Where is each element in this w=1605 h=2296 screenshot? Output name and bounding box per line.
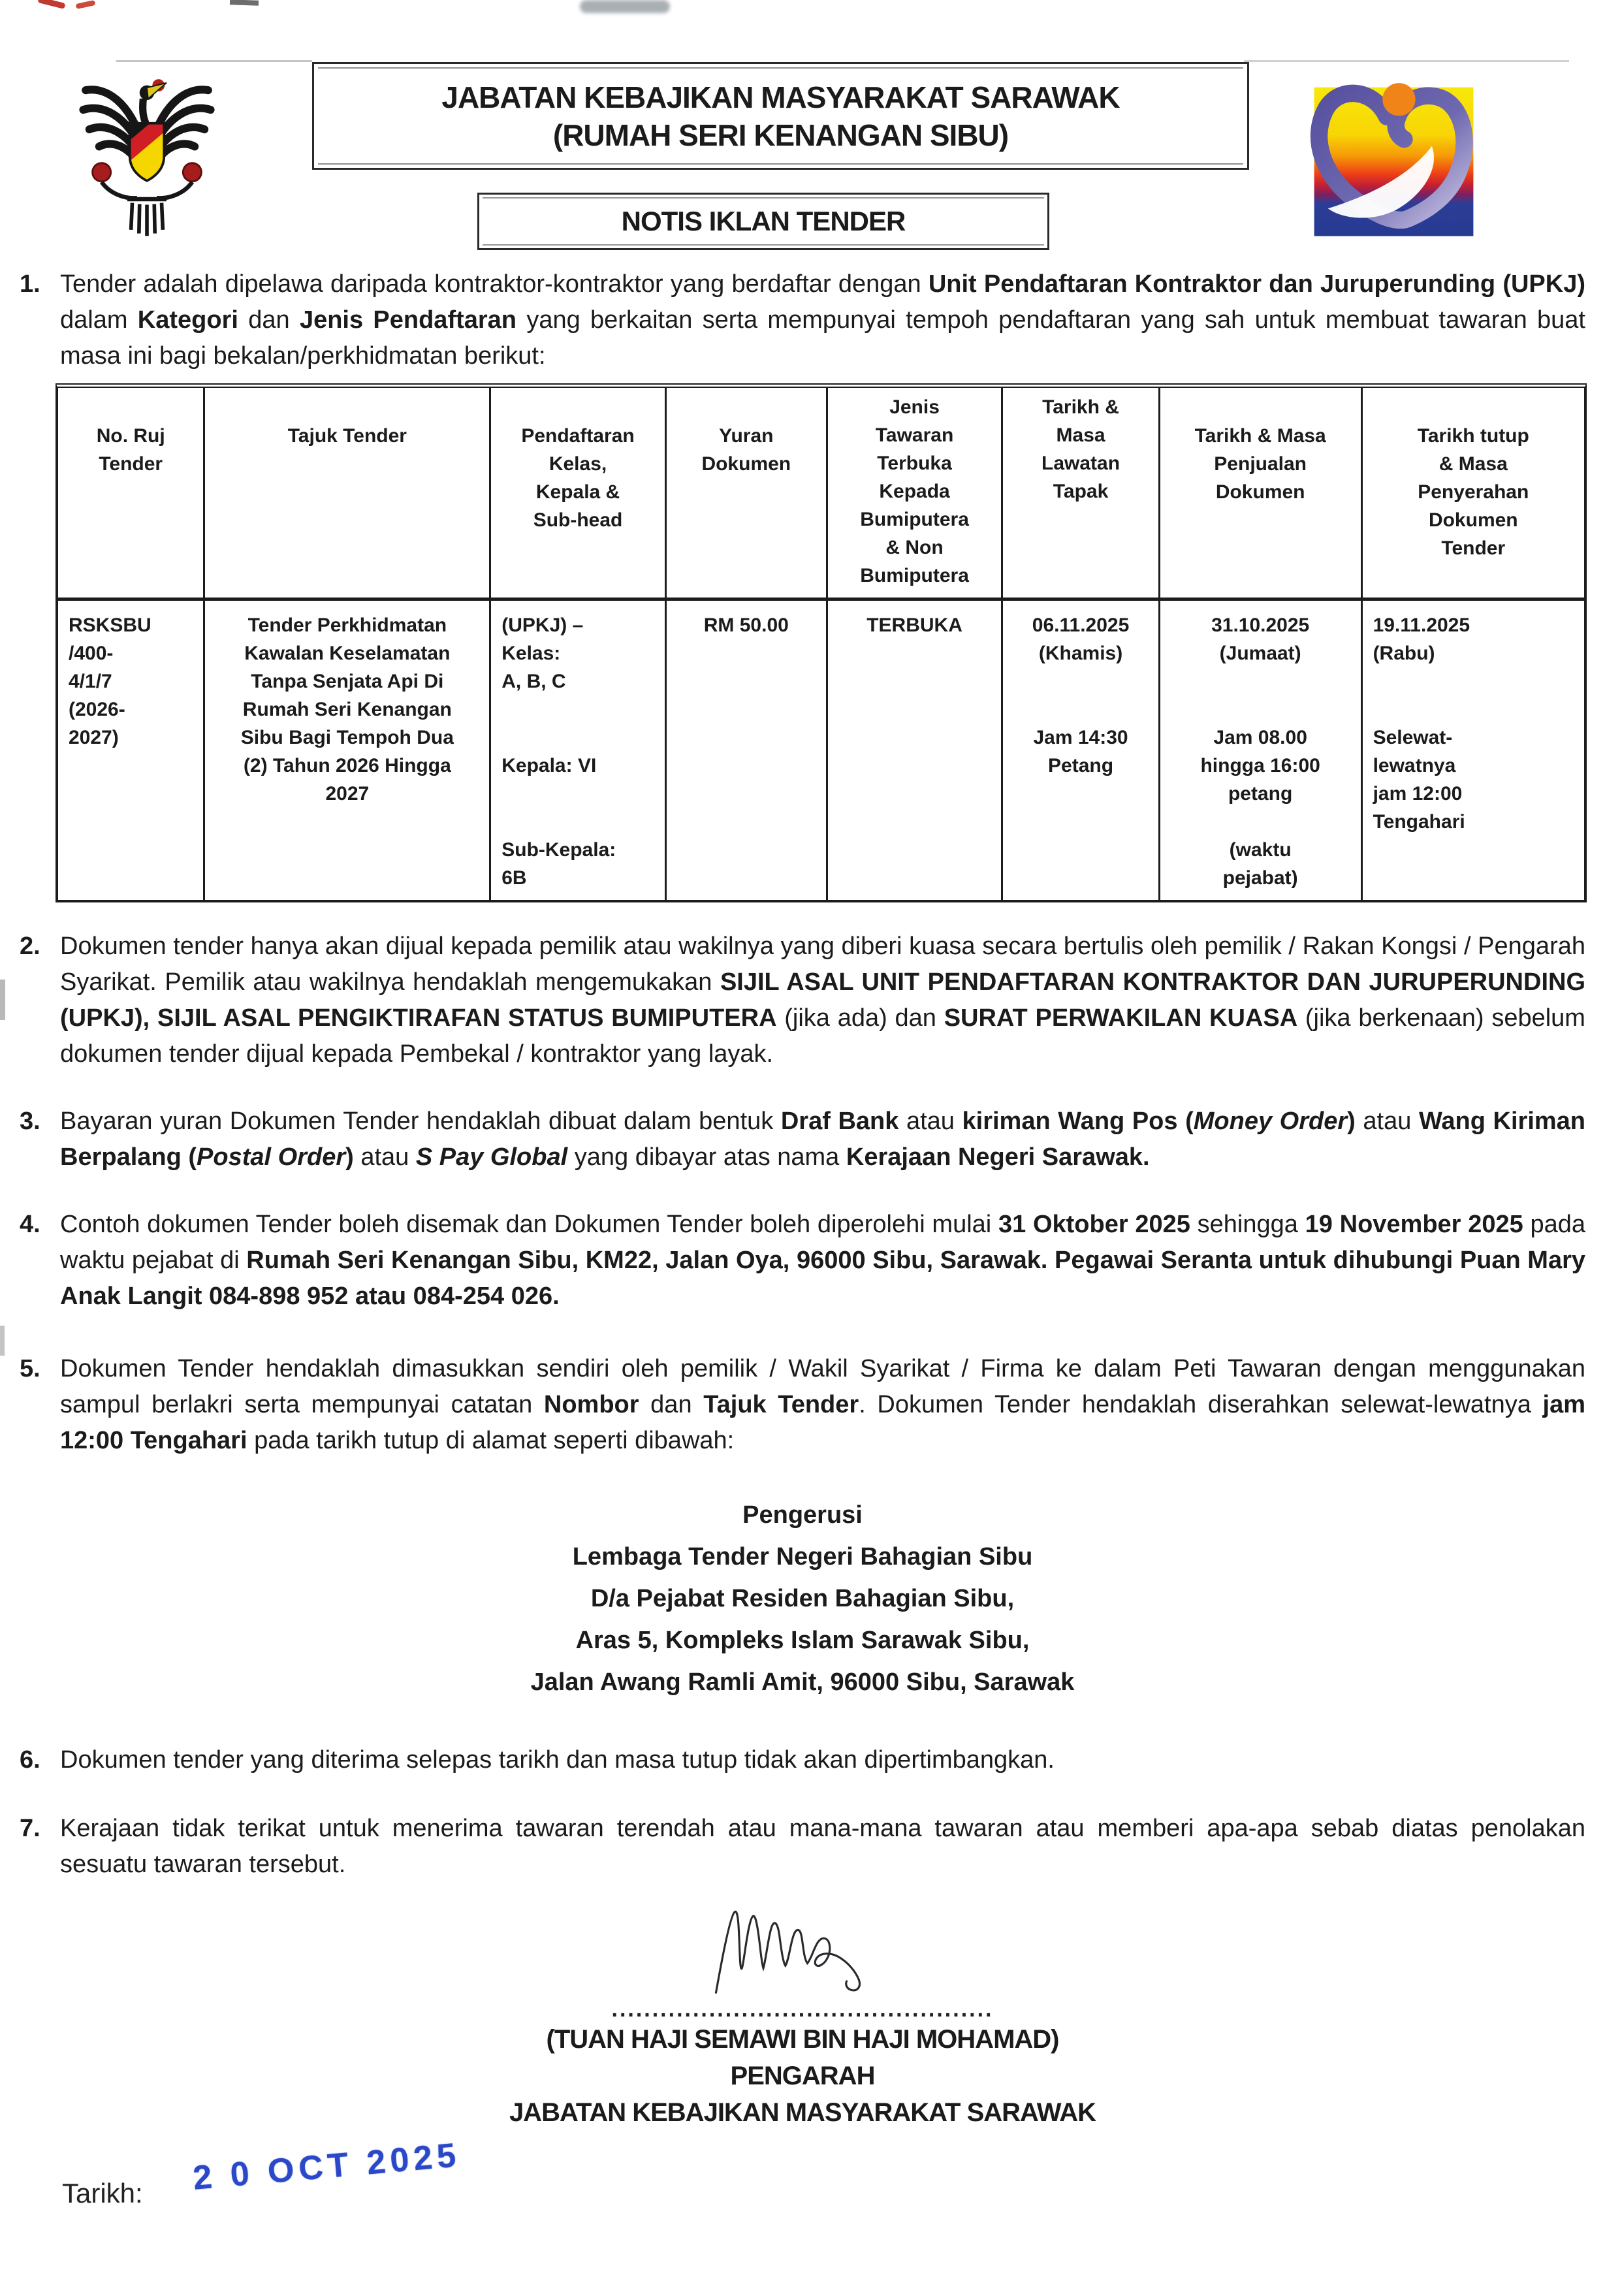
text-line: Penjualan [1214, 453, 1307, 475]
sarawak-coat-of-arms-icon [50, 52, 244, 248]
table-header-row [58, 388, 1584, 601]
text-line: Sub-Kepala: [501, 839, 616, 861]
col-header-tajuk [203, 388, 489, 601]
text-line: Sub-head [533, 509, 623, 531]
text-line: & Non [885, 537, 944, 558]
text-line: 06.11.2025 [1032, 614, 1130, 636]
text-line: Kawalan Keselamatan [244, 643, 451, 664]
text-line: (2) Tahun 2026 Hingga [243, 755, 451, 776]
cell-lawatan [1001, 601, 1158, 900]
text-line: /400- [69, 643, 114, 664]
scan-edge-artifact [0, 1326, 5, 1356]
text-line: No. Ruj [96, 425, 165, 447]
table-data-row [58, 601, 1584, 900]
paragraph-2 [20, 929, 1585, 1072]
cell-tajuk [203, 601, 489, 900]
text-line: Dokumen [701, 453, 791, 475]
signatory-name: (TUAN HAJI SEMAWI BIN HAJI MOHAMAD) [546, 2025, 1059, 2054]
date-label: Tarikh: [62, 2178, 143, 2208]
text-line: Tarikh & [1042, 396, 1119, 418]
paragraph-text: Dokumen tender yang diterima selepas tarikh dan masa tutup tidak akan dipertimbangkan. [60, 1746, 1055, 1774]
text-line [1373, 667, 1578, 695]
paragraph-number: 2. [20, 933, 40, 960]
paragraph-5 [20, 1351, 1585, 1459]
signature-scribble [649, 1900, 956, 1998]
cell-pendaftaran [489, 601, 665, 900]
text-line: Tawaran [875, 424, 954, 446]
paragraph-text: Dokumen tender hanya akan dijual kepada pemilik atau wakilnya yang diberi kuasa secara bertulis oleh pemilik / Rakan Kongsi / Pengarah Syarikat. Pemilik atau wakilnya hendaklah mengemukakan SIJIL ASAL UNIT PENDAFTARAN KONTRAKTOR DAN JURUPERUNDING (UPKJ), SIJIL ASAL PENGIKTIRAFAN STATUS BUMIPUTERA (jika ada) dan SURAT PERWAKILAN KUASA (jika berkenaan) sebelum dokumen tender dijual kepada Pembekal / kontraktor yang layak. [60, 933, 1585, 1068]
text-line: Bumiputera [860, 565, 969, 586]
paragraph-4 [20, 1207, 1585, 1315]
text-line [1167, 667, 1354, 695]
text-line: Kelas: [501, 643, 561, 664]
text-line: Tengahari [1373, 811, 1465, 833]
scan-edge-artifact [0, 980, 5, 1020]
paragraph-text: Dokumen Tender hendaklah dimasukkan sendiri oleh pemilik / Wakil Syarikat / Firma ke dalam Peti Tawaran dengan menggunakan sampul berlakri serta mempunyai catatan Nombor dan Tajuk Tender. Dokumen Tender hendaklah diserahkan selewat-lewatnya jam 12:00 Tengahari pada tarikh tutup di alamat seperti dibawah: [60, 1355, 1585, 1454]
text-line: Petang [1048, 755, 1114, 776]
tender-table [56, 383, 1587, 902]
text-line: lewatnya [1373, 755, 1456, 776]
text-line: 4/1/7 [69, 671, 112, 692]
text-line [1009, 695, 1151, 724]
text-line: Tarikh & Masa [1194, 425, 1326, 447]
text-line: (waktu [1229, 839, 1292, 861]
text-line: Tarikh tutup [1417, 425, 1529, 447]
paragraph-number: 5. [20, 1355, 40, 1382]
paragraph-1 [20, 266, 1585, 374]
text-line: 2027 [325, 783, 370, 805]
text-line: A, B, C [501, 671, 566, 692]
text-line: 19.11.2025 [1373, 614, 1470, 636]
text-line: pejabat) [1222, 867, 1298, 889]
text-line [1167, 695, 1354, 724]
text-line [501, 808, 658, 836]
text-line: Jenis [889, 396, 940, 418]
signatory-title: PENGARAH [730, 2062, 875, 2090]
paragraph-7 [20, 1811, 1585, 1883]
text-line: Tajuk Tender [287, 425, 407, 447]
jkm-heart-logo-icon [1307, 65, 1480, 255]
text-line [1167, 808, 1354, 836]
text-line: Penyerahan [1418, 481, 1529, 503]
text-line: & Masa [1438, 453, 1508, 475]
cell-penjualan [1158, 601, 1361, 900]
paragraph-number: 3. [20, 1108, 40, 1135]
agency-title-box [312, 62, 1249, 170]
text-line: hingga 16:00 [1200, 755, 1320, 776]
col-header-no-ruj [58, 388, 203, 601]
text-line: 2027) [69, 727, 119, 748]
col-header-tutup [1361, 388, 1584, 601]
text-line: Tanpa Senjata Api Di [251, 671, 444, 692]
text-line: Kepada [879, 481, 950, 502]
signature-dotted-line: ............................................... [611, 1997, 994, 2022]
text-line: 6B [501, 867, 527, 889]
text-line: (UPKJ) – [501, 614, 584, 636]
text-line: petang [1228, 783, 1293, 805]
paragraph-text: Contoh dokumen Tender boleh disemak dan Dokumen Tender boleh diperolehi mulai 31 Oktober 2025 sehingga 19 November 2025 pada waktu pejabat di Rumah Seri Kenangan Sibu, KM22, Jalan Oya, 96000 Sibu, Sarawak. Pegawai Seranta untuk dihubungi Puan Mary Anak Langit 084-898 952 atau 084-254 026. [60, 1211, 1586, 1310]
paragraph-3 [20, 1104, 1585, 1175]
text-line [501, 695, 658, 724]
cell-no-ruj [58, 601, 203, 900]
text-line [1373, 695, 1578, 724]
text-line: D/a Pejabat Residen Bahagian Sibu, [590, 1585, 1015, 1612]
red-pen-artifact [75, 0, 95, 9]
paragraph-text: Kerajaan tidak terikat untuk menerima tawaran terendah atau mana-mana tawaran atau memberi apa-apa sebab diatas penolakan sesuatu tawaran tersebut. [60, 1815, 1585, 1878]
text-line: Bumiputera [860, 509, 969, 530]
text-line: Lawatan [1041, 453, 1120, 474]
paragraph-text: Tender adalah dipelawa daripada kontraktor-kontraktor yang berdaftar dengan Unit Pendaftaran Kontraktor dan Juruperunding (UPKJ) dalam Kategori dan Jenis Pendaftaran yang berkaitan serta mempunyai tempoh pendaftaran yang sah untuk membuat tawaran buat masa ini bagi bekalan/perkhidmatan berikut: [60, 270, 1585, 370]
text-line: Dokumen [1428, 509, 1518, 531]
text-line: (Rabu) [1373, 643, 1435, 664]
text-line: Jalan Awang Ramli Amit, 96000 Sibu, Sarawak [530, 1668, 1075, 1696]
agency-name: JABATAN KEBAJIKAN MASYARAKAT SARAWAK [441, 80, 1120, 114]
text-line: jam 12:00 [1373, 783, 1463, 805]
document-body [20, 266, 1585, 2131]
paragraph-text: Bayaran yuran Dokumen Tender hendaklah dibuat dalam bentuk Draf Bank atau kiriman Wang Pos (Money Order) atau Wang Kiriman Berpalang (Postal Order) atau S Pay Global yang dibayar atas nama Kerajaan Negeri Sarawak. [60, 1108, 1586, 1171]
text-line: (Khamis) [1038, 643, 1123, 664]
signatory-org: JABATAN KEBAJIKAN MASYARAKAT SARAWAK [509, 2098, 1096, 2127]
text-line: Lembaga Tender Negeri Bahagian Sibu [572, 1543, 1033, 1571]
col-header-yuran [665, 388, 826, 601]
col-header-penjualan [1158, 388, 1361, 601]
text-line: Kelas, [548, 453, 607, 475]
paragraph-number: 6. [20, 1746, 40, 1774]
text-line: Masa [1056, 424, 1105, 446]
notice-title: NOTIS IKLAN TENDER [621, 206, 906, 236]
scan-smudge-artifact [230, 0, 259, 6]
date-stamp: 2 0 OCT 2025 [191, 2136, 462, 2197]
col-header-jenis [826, 388, 1002, 601]
scan-streak-artifact [1244, 60, 1569, 62]
paragraph-6 [20, 1742, 1585, 1778]
text-line: Tender [1441, 537, 1506, 559]
col-header-lawatan [1001, 388, 1158, 601]
cell-jenis [826, 601, 1002, 900]
text-line: RSKSBU [69, 614, 151, 636]
text-line: Selewat- [1373, 727, 1453, 748]
notice-title-box [477, 193, 1049, 250]
paragraph-number: 4. [20, 1211, 40, 1238]
text-line: Tender Perkhidmatan [247, 614, 447, 636]
text-line: Yuran [719, 425, 774, 447]
text-line: TERBUKA [866, 614, 962, 636]
text-line [1009, 667, 1151, 695]
text-line: Pengerusi [742, 1501, 863, 1529]
text-line: RM 50.00 [703, 614, 789, 636]
text-line: Kepala & [535, 481, 620, 503]
text-line: (2026- [69, 699, 125, 720]
submission-address [20, 1494, 1585, 1703]
col-header-pendaftaran [489, 388, 665, 601]
agency-subname: (RUMAH SERI KENANGAN SIBU) [552, 118, 1009, 152]
paragraph-number: 1. [20, 270, 40, 298]
text-line: (Jumaat) [1219, 643, 1301, 664]
text-line: Tapak [1053, 481, 1109, 502]
text-line: 31.10.2025 [1211, 614, 1310, 636]
text-line: Sibu Bagi Tempoh Dua [240, 727, 454, 748]
red-pen-artifact [38, 0, 66, 9]
text-line [501, 780, 658, 808]
signature-block [20, 1900, 1585, 2131]
cell-yuran [665, 601, 826, 900]
cell-tutup [1361, 601, 1584, 900]
text-line: Jam 08.00 [1213, 727, 1307, 748]
text-line: Pendaftaran [521, 425, 635, 447]
text-line: Dokumen [1215, 481, 1305, 503]
text-line: Kepala: VI [501, 755, 597, 776]
text-line: Rumah Seri Kenangan [242, 699, 452, 720]
paragraph-number: 7. [20, 1815, 40, 1842]
scan-smudge-artifact [580, 0, 670, 13]
text-line: Aras 5, Kompleks Islam Sarawak Sibu, [575, 1627, 1030, 1654]
text-line: Jam 14:30 [1033, 727, 1128, 748]
text-line: Terbuka [877, 453, 952, 474]
text-line: Tender [99, 453, 163, 475]
text-line [501, 724, 658, 752]
